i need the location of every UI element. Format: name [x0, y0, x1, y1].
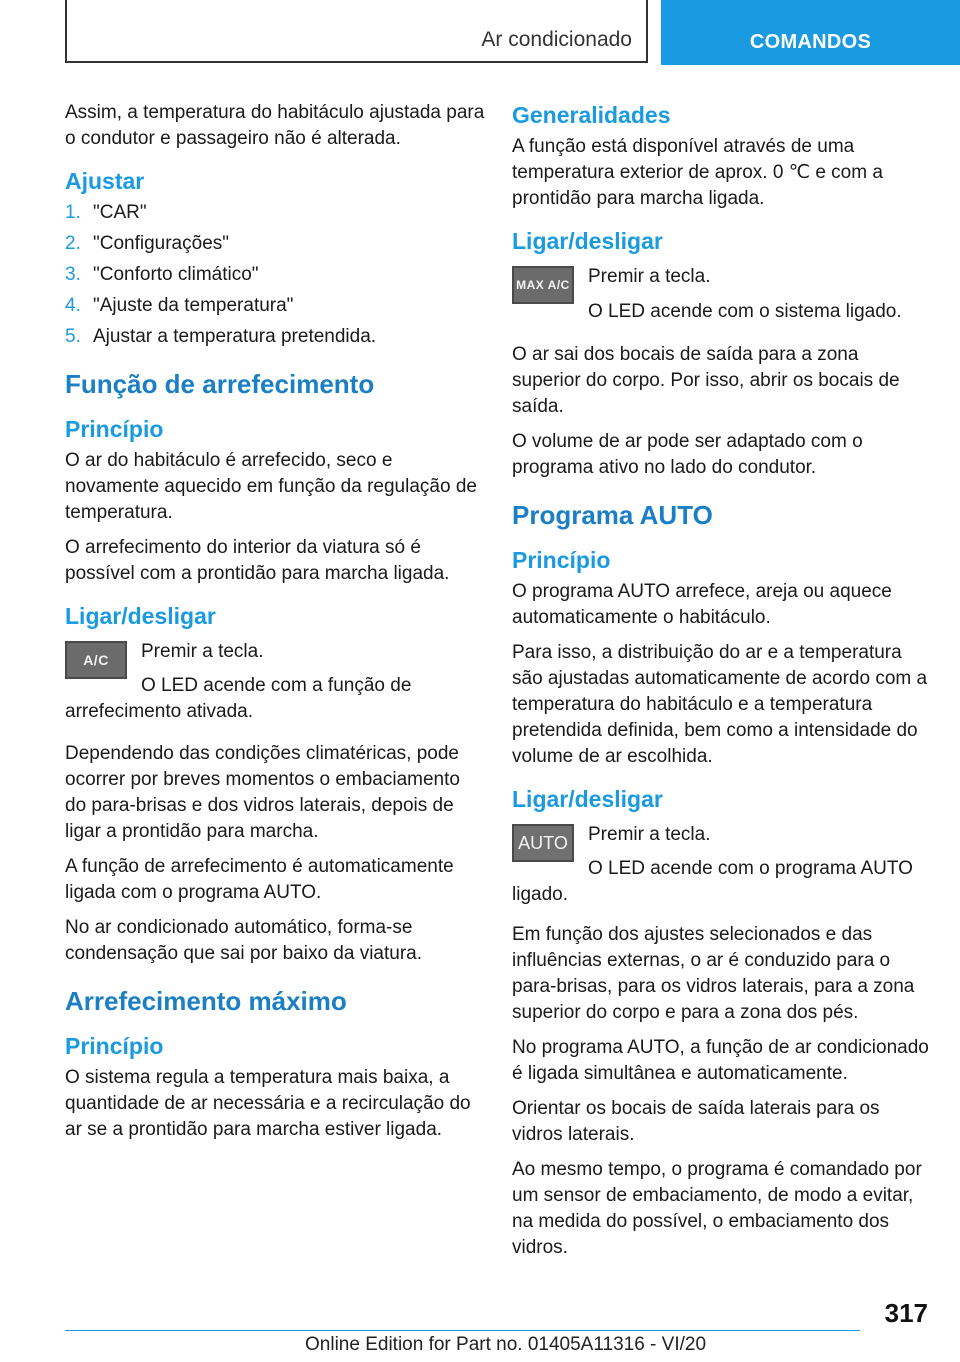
heading-ligar-desligar: Ligar/desligar	[512, 786, 663, 812]
step-text: "CAR"	[93, 202, 147, 223]
heading-principio: Princípio	[512, 547, 611, 573]
principio-max-paragraph: O sistema regula a temperatura mais baixa, a quantidade de ar necessária e a recirculação do ar se a prontidão para marcha estiver ligada.	[65, 1067, 471, 1140]
step-text: "Conforto climático"	[93, 264, 259, 285]
heading-principio: Princípio	[65, 1033, 164, 1059]
step-number: 1.	[65, 202, 81, 223]
ac-button-icon: A/C	[65, 641, 127, 679]
led-text: O LED acende com o sistema ligado.	[588, 301, 902, 322]
principio-paragraph-1: O ar do habitáculo é arrefecido, seco e novamente aquecido em função da regulação de temperatura.	[65, 450, 477, 523]
heading-principio: Princípio	[65, 416, 164, 442]
auto-paragraph-2: No programa AUTO, a função de ar condicionado é ligada simultânea e automaticamente.	[512, 1037, 929, 1084]
step-text: Ajustar a temperatura pretendida.	[93, 326, 377, 347]
heading-generalidades: Generalidades	[512, 102, 671, 128]
header-section-box	[65, 0, 648, 63]
auto-paragraph-3: Orientar os bocais de saída laterais para os vidros laterais.	[512, 1098, 880, 1145]
list-item	[65, 293, 485, 319]
generalidades-paragraph: A função está disponível através de uma temperatura exterior de aprox. 0 ℃ e com a prontidão para marcha ligada.	[512, 136, 883, 209]
heading-ligar-desligar: Ligar/desligar	[65, 603, 216, 629]
principio-paragraph-2: O arrefecimento do interior da viatura só é possível com a prontidão para marcha ligada.	[65, 537, 450, 584]
heading-ajustar: Ajustar	[65, 168, 145, 194]
press-key-text: Premir a tecla.	[141, 641, 264, 662]
step-number: 2.	[65, 233, 81, 254]
led-text: O LED acende com a função de arrefecimento ativada.	[65, 675, 412, 722]
footer-edition: Online Edition for Part no. 01405A11316 - VI/20	[305, 1334, 707, 1355]
list-item	[65, 324, 485, 350]
right-column	[512, 100, 932, 1270]
press-key-text: Premir a tecla.	[588, 824, 711, 845]
heading-arrefecimento-maximo: Arrefecimento máximo	[65, 986, 347, 1016]
max-paragraph-2: O volume de ar pode ser adaptado com o programa ativo no lado do condutor.	[512, 431, 863, 478]
step-text: "Configurações"	[93, 233, 230, 254]
section-title: Ar condicionado	[481, 28, 632, 51]
step-number: 3.	[65, 264, 81, 285]
heading-programa-auto: Programa AUTO	[512, 500, 713, 530]
step-number: 5.	[65, 326, 81, 347]
steps-list	[65, 200, 485, 350]
press-key-text: Premir a tecla.	[588, 266, 711, 287]
auto-paragraph-1: Em função dos ajustes selecionados e das influências externas, o ar é conduzido para o para-brisas, para os vidros laterais, para a zona superior do corpo e para a zona dos pés.	[512, 924, 915, 1023]
list-item	[65, 200, 485, 226]
heading-funcao-arrefecimento: Função de arrefecimento	[65, 369, 375, 399]
list-item	[65, 262, 485, 288]
page-number: 317	[884, 1298, 928, 1328]
step-number: 4.	[65, 295, 81, 316]
step-text: "Ajuste da temperatura"	[93, 295, 294, 316]
max-ac-key-text	[588, 264, 902, 334]
heading-ligar-desligar: Ligar/desligar	[512, 228, 663, 254]
chapter-tab[interactable]: COMANDOS	[661, 0, 960, 65]
auto-principio-paragraph-1: O programa AUTO arrefece, areja ou aquece automaticamente o habitáculo.	[512, 581, 892, 628]
auto-button-icon: AUTO	[512, 824, 574, 862]
led-text: O LED acende com o programa AUTO ligado.	[512, 858, 913, 905]
footer-divider	[65, 1330, 860, 1331]
dep-paragraph-3: No ar condicionado automático, forma-se condensação que sai por baixo da viatura.	[65, 917, 423, 964]
dep-paragraph-1: Dependendo das condições climatéricas, pode ocorrer por breves momentos o embaciamento do para-brisas e dos vidros laterais, depois de ligar a prontidão para marcha.	[65, 743, 460, 842]
intro-paragraph: Assim, a temperatura do habitáculo ajustada para o condutor e passageiro não é alterada.	[65, 102, 485, 149]
max-ac-key-row	[512, 264, 932, 334]
max-ac-button-icon: MAX A/C	[512, 266, 574, 304]
left-column	[65, 100, 485, 1152]
dep-paragraph-2: A função de arrefecimento é automaticamente ligada com o programa AUTO.	[65, 856, 454, 903]
list-item	[65, 231, 485, 257]
auto-paragraph-4: Ao mesmo tempo, o programa é comandado por um sensor de embaciamento, de modo a evitar, na medida do possível, o embaciamento dos vidros.	[512, 1159, 922, 1258]
max-paragraph-1: O ar sai dos bocais de saída para a zona superior do corpo. Por isso, abrir os bocais de saída.	[512, 344, 900, 417]
auto-principio-paragraph-2: Para isso, a distribuição do ar e a temperatura são ajustadas automaticamente de acordo com a temperatura do habitáculo e a temperatura pretendida definida, bem como a intensidade do volume de ar escolhida.	[512, 642, 928, 767]
